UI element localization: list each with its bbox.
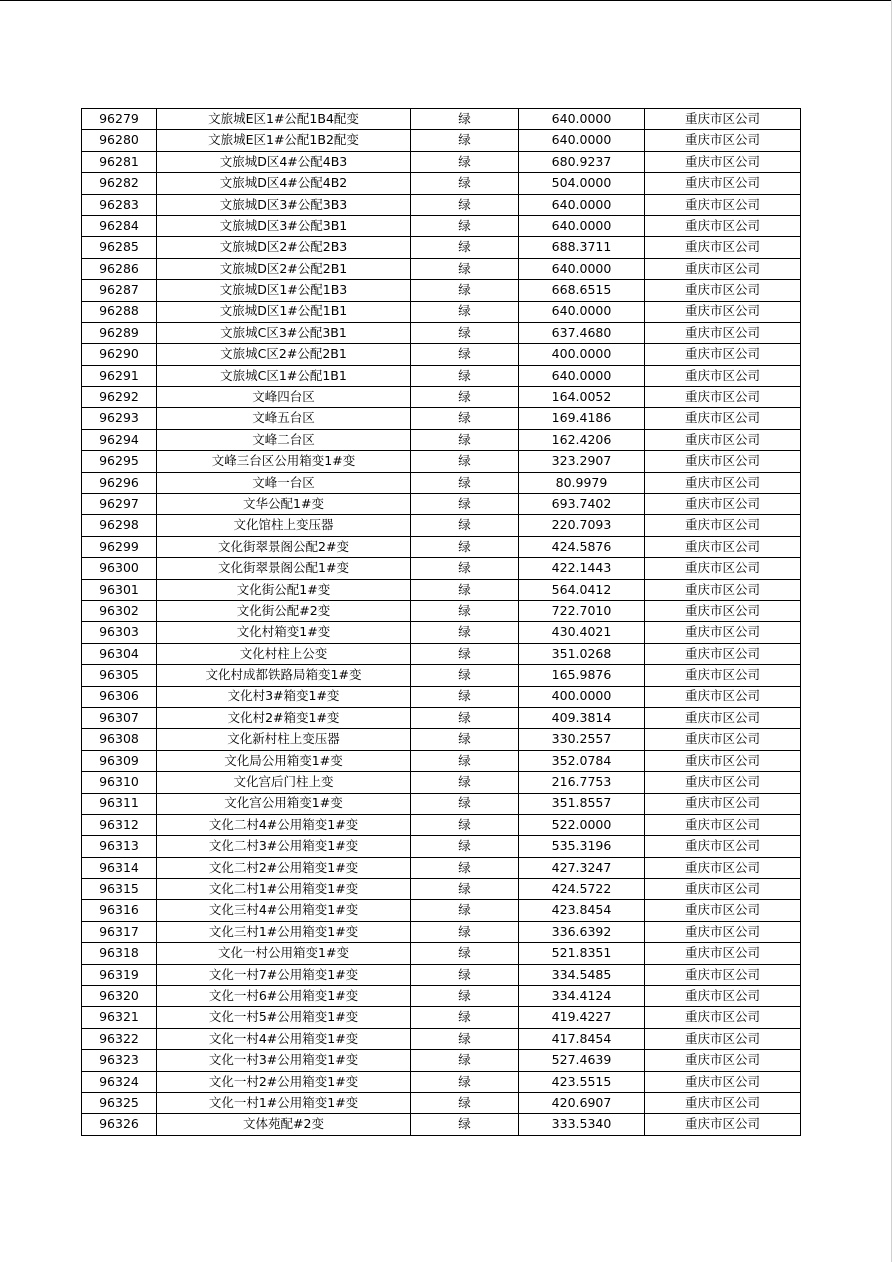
company-cell: 重庆市区公司	[645, 109, 801, 130]
transformer-name-cell: 文化街公配#2变	[157, 600, 411, 621]
capacity-value-cell: 169.4186	[519, 408, 645, 429]
table-row	[82, 665, 801, 686]
row-id-cell: 96318	[82, 943, 157, 964]
table-row	[82, 301, 801, 322]
row-id-cell: 96324	[82, 1071, 157, 1092]
company-cell: 重庆市区公司	[645, 750, 801, 771]
status-color-cell: 绿	[411, 622, 519, 643]
transformer-name-cell: 文旅城D区2#公配2B3	[157, 237, 411, 258]
company-cell: 重庆市区公司	[645, 943, 801, 964]
company-cell: 重庆市区公司	[645, 322, 801, 343]
company-cell: 重庆市区公司	[645, 1050, 801, 1071]
capacity-value-cell: 722.7010	[519, 600, 645, 621]
company-cell: 重庆市区公司	[645, 964, 801, 985]
capacity-value-cell: 422.1443	[519, 558, 645, 579]
row-id-cell: 96303	[82, 622, 157, 643]
table-row	[82, 750, 801, 771]
table-row	[82, 194, 801, 215]
row-id-cell: 96296	[82, 472, 157, 493]
company-cell: 重庆市区公司	[645, 258, 801, 279]
row-id-cell: 96294	[82, 429, 157, 450]
row-id-cell: 96317	[82, 921, 157, 942]
transformer-name-cell: 文化一村4#公用箱变1#变	[157, 1028, 411, 1049]
status-color-cell: 绿	[411, 879, 519, 900]
transformer-name-cell: 文化二村2#公用箱变1#变	[157, 857, 411, 878]
table-row	[82, 814, 801, 835]
data-table	[81, 108, 801, 1136]
capacity-value-cell: 423.5515	[519, 1071, 645, 1092]
row-id-cell: 96286	[82, 258, 157, 279]
table-row	[82, 558, 801, 579]
company-cell: 重庆市区公司	[645, 921, 801, 942]
company-cell: 重庆市区公司	[645, 1114, 801, 1135]
transformer-name-cell: 文旅城D区1#公配1B3	[157, 280, 411, 301]
capacity-value-cell: 640.0000	[519, 194, 645, 215]
table-row	[82, 900, 801, 921]
status-color-cell: 绿	[411, 750, 519, 771]
row-id-cell: 96315	[82, 879, 157, 900]
status-color-cell: 绿	[411, 836, 519, 857]
company-cell: 重庆市区公司	[645, 365, 801, 386]
status-color-cell: 绿	[411, 921, 519, 942]
table-row	[82, 1071, 801, 1092]
table-row	[82, 344, 801, 365]
table-row	[82, 515, 801, 536]
table-row	[82, 921, 801, 942]
company-cell: 重庆市区公司	[645, 387, 801, 408]
capacity-value-cell: 564.0412	[519, 579, 645, 600]
capacity-value-cell: 688.3711	[519, 237, 645, 258]
company-cell: 重庆市区公司	[645, 665, 801, 686]
table-row	[82, 857, 801, 878]
capacity-value-cell: 640.0000	[519, 130, 645, 151]
transformer-name-cell: 文体苑配#2变	[157, 1114, 411, 1135]
table-row	[82, 643, 801, 664]
table-row	[82, 836, 801, 857]
status-color-cell: 绿	[411, 665, 519, 686]
table-row	[82, 280, 801, 301]
status-color-cell: 绿	[411, 322, 519, 343]
capacity-value-cell: 424.5876	[519, 536, 645, 557]
status-color-cell: 绿	[411, 943, 519, 964]
company-cell: 重庆市区公司	[645, 130, 801, 151]
status-color-cell: 绿	[411, 900, 519, 921]
table-row	[82, 986, 801, 1007]
transformer-name-cell: 文化村2#箱变1#变	[157, 707, 411, 728]
capacity-value-cell: 640.0000	[519, 365, 645, 386]
status-color-cell: 绿	[411, 344, 519, 365]
status-color-cell: 绿	[411, 109, 519, 130]
company-cell: 重庆市区公司	[645, 1092, 801, 1113]
company-cell: 重庆市区公司	[645, 515, 801, 536]
transformer-name-cell: 文旅城E区1#公配1B4配变	[157, 109, 411, 130]
table-row	[82, 686, 801, 707]
table-row	[82, 494, 801, 515]
company-cell: 重庆市区公司	[645, 301, 801, 322]
company-cell: 重庆市区公司	[645, 280, 801, 301]
capacity-value-cell: 504.0000	[519, 173, 645, 194]
status-color-cell: 绿	[411, 1071, 519, 1092]
table-row	[82, 1114, 801, 1135]
status-color-cell: 绿	[411, 536, 519, 557]
table-row	[82, 387, 801, 408]
status-color-cell: 绿	[411, 215, 519, 236]
transformer-name-cell: 文化馆柱上变压器	[157, 515, 411, 536]
transformer-name-cell: 文化一村7#公用箱变1#变	[157, 964, 411, 985]
row-id-cell: 96313	[82, 836, 157, 857]
status-color-cell: 绿	[411, 964, 519, 985]
transformer-name-cell: 文化村成都铁路局箱变1#变	[157, 665, 411, 686]
transformer-name-cell: 文化一村2#公用箱变1#变	[157, 1071, 411, 1092]
capacity-value-cell: 164.0052	[519, 387, 645, 408]
capacity-value-cell: 427.3247	[519, 857, 645, 878]
company-cell: 重庆市区公司	[645, 408, 801, 429]
row-id-cell: 96295	[82, 451, 157, 472]
table-row	[82, 579, 801, 600]
transformer-name-cell: 文化三村4#公用箱变1#变	[157, 900, 411, 921]
row-id-cell: 96326	[82, 1114, 157, 1135]
row-id-cell: 96292	[82, 387, 157, 408]
transformer-name-cell: 文华公配1#变	[157, 494, 411, 515]
company-cell: 重庆市区公司	[645, 536, 801, 557]
table-row	[82, 622, 801, 643]
row-id-cell: 96325	[82, 1092, 157, 1113]
row-id-cell: 96319	[82, 964, 157, 985]
table-row	[82, 964, 801, 985]
table-row	[82, 793, 801, 814]
table-row	[82, 408, 801, 429]
capacity-value-cell: 535.3196	[519, 836, 645, 857]
capacity-value-cell: 400.0000	[519, 344, 645, 365]
company-cell: 重庆市区公司	[645, 686, 801, 707]
transformer-name-cell: 文化宫后门柱上变	[157, 772, 411, 793]
status-color-cell: 绿	[411, 408, 519, 429]
status-color-cell: 绿	[411, 151, 519, 172]
company-cell: 重庆市区公司	[645, 1007, 801, 1028]
capacity-value-cell: 400.0000	[519, 686, 645, 707]
transformer-name-cell: 文旅城D区4#公配4B2	[157, 173, 411, 194]
transformer-name-cell: 文化局公用箱变1#变	[157, 750, 411, 771]
row-id-cell: 96288	[82, 301, 157, 322]
row-id-cell: 96291	[82, 365, 157, 386]
capacity-value-cell: 640.0000	[519, 109, 645, 130]
row-id-cell: 96297	[82, 494, 157, 515]
company-cell: 重庆市区公司	[645, 1028, 801, 1049]
transformer-name-cell: 文化二村1#公用箱变1#变	[157, 879, 411, 900]
row-id-cell: 96316	[82, 900, 157, 921]
transformer-name-cell: 文旅城D区2#公配2B1	[157, 258, 411, 279]
status-color-cell: 绿	[411, 387, 519, 408]
status-color-cell: 绿	[411, 451, 519, 472]
company-cell: 重庆市区公司	[645, 643, 801, 664]
company-cell: 重庆市区公司	[645, 622, 801, 643]
status-color-cell: 绿	[411, 494, 519, 515]
row-id-cell: 96300	[82, 558, 157, 579]
row-id-cell: 96289	[82, 322, 157, 343]
table-row	[82, 173, 801, 194]
row-id-cell: 96306	[82, 686, 157, 707]
company-cell: 重庆市区公司	[645, 814, 801, 835]
row-id-cell: 96314	[82, 857, 157, 878]
table-row	[82, 1028, 801, 1049]
row-id-cell: 96322	[82, 1028, 157, 1049]
transformer-name-cell: 文化三村1#公用箱变1#变	[157, 921, 411, 942]
company-cell: 重庆市区公司	[645, 879, 801, 900]
transformer-name-cell: 文化村3#箱变1#变	[157, 686, 411, 707]
company-cell: 重庆市区公司	[645, 772, 801, 793]
transformer-name-cell: 文化村箱变1#变	[157, 622, 411, 643]
capacity-value-cell: 640.0000	[519, 301, 645, 322]
status-color-cell: 绿	[411, 365, 519, 386]
capacity-value-cell: 668.6515	[519, 280, 645, 301]
table-row	[82, 151, 801, 172]
status-color-cell: 绿	[411, 237, 519, 258]
transformer-name-cell: 文峰一台区	[157, 472, 411, 493]
row-id-cell: 96305	[82, 665, 157, 686]
capacity-value-cell: 220.7093	[519, 515, 645, 536]
capacity-value-cell: 165.9876	[519, 665, 645, 686]
capacity-value-cell: 423.8454	[519, 900, 645, 921]
status-color-cell: 绿	[411, 1092, 519, 1113]
capacity-value-cell: 336.6392	[519, 921, 645, 942]
transformer-name-cell: 文峰三台区公用箱变1#变	[157, 451, 411, 472]
status-color-cell: 绿	[411, 600, 519, 621]
company-cell: 重庆市区公司	[645, 558, 801, 579]
transformer-name-cell: 文化一村6#公用箱变1#变	[157, 986, 411, 1007]
row-id-cell: 96307	[82, 707, 157, 728]
table-row	[82, 600, 801, 621]
table-row	[82, 215, 801, 236]
capacity-value-cell: 323.2907	[519, 451, 645, 472]
status-color-cell: 绿	[411, 130, 519, 151]
transformer-name-cell: 文化一村5#公用箱变1#变	[157, 1007, 411, 1028]
capacity-value-cell: 351.0268	[519, 643, 645, 664]
company-cell: 重庆市区公司	[645, 986, 801, 1007]
status-color-cell: 绿	[411, 729, 519, 750]
transformer-name-cell: 文化新村柱上变压器	[157, 729, 411, 750]
status-color-cell: 绿	[411, 258, 519, 279]
capacity-value-cell: 216.7753	[519, 772, 645, 793]
status-color-cell: 绿	[411, 558, 519, 579]
transformer-name-cell: 文化街翠景阁公配2#变	[157, 536, 411, 557]
transformer-name-cell: 文化二村3#公用箱变1#变	[157, 836, 411, 857]
status-color-cell: 绿	[411, 1007, 519, 1028]
transformer-name-cell: 文峰五台区	[157, 408, 411, 429]
status-color-cell: 绿	[411, 515, 519, 536]
capacity-value-cell: 334.4124	[519, 986, 645, 1007]
row-id-cell: 96282	[82, 173, 157, 194]
row-id-cell: 96299	[82, 536, 157, 557]
status-color-cell: 绿	[411, 301, 519, 322]
row-id-cell: 96301	[82, 579, 157, 600]
capacity-value-cell: 637.4680	[519, 322, 645, 343]
table-row	[82, 365, 801, 386]
company-cell: 重庆市区公司	[645, 793, 801, 814]
company-cell: 重庆市区公司	[645, 215, 801, 236]
capacity-value-cell: 417.8454	[519, 1028, 645, 1049]
capacity-value-cell: 334.5485	[519, 964, 645, 985]
table-row	[82, 237, 801, 258]
row-id-cell: 96290	[82, 344, 157, 365]
status-color-cell: 绿	[411, 194, 519, 215]
row-id-cell: 96285	[82, 237, 157, 258]
row-id-cell: 96281	[82, 151, 157, 172]
table-row	[82, 879, 801, 900]
capacity-value-cell: 522.0000	[519, 814, 645, 835]
company-cell: 重庆市区公司	[645, 1071, 801, 1092]
row-id-cell: 96279	[82, 109, 157, 130]
row-id-cell: 96284	[82, 215, 157, 236]
status-color-cell: 绿	[411, 986, 519, 1007]
row-id-cell: 96311	[82, 793, 157, 814]
transformer-name-cell: 文旅城D区3#公配3B1	[157, 215, 411, 236]
table-row	[82, 472, 801, 493]
table-row	[82, 1092, 801, 1113]
status-color-cell: 绿	[411, 857, 519, 878]
row-id-cell: 96308	[82, 729, 157, 750]
row-id-cell: 96312	[82, 814, 157, 835]
capacity-value-cell: 419.4227	[519, 1007, 645, 1028]
transformer-name-cell: 文旅城E区1#公配1B2配变	[157, 130, 411, 151]
capacity-value-cell: 680.9237	[519, 151, 645, 172]
company-cell: 重庆市区公司	[645, 494, 801, 515]
capacity-value-cell: 333.5340	[519, 1114, 645, 1135]
capacity-value-cell: 352.0784	[519, 750, 645, 771]
table-row	[82, 322, 801, 343]
status-color-cell: 绿	[411, 472, 519, 493]
company-cell: 重庆市区公司	[645, 429, 801, 450]
table-row	[82, 707, 801, 728]
row-id-cell: 96304	[82, 643, 157, 664]
company-cell: 重庆市区公司	[645, 836, 801, 857]
row-id-cell: 96310	[82, 772, 157, 793]
status-color-cell: 绿	[411, 814, 519, 835]
capacity-value-cell: 420.6907	[519, 1092, 645, 1113]
table-body	[82, 109, 801, 1136]
transformer-name-cell: 文化一村1#公用箱变1#变	[157, 1092, 411, 1113]
table-row	[82, 772, 801, 793]
status-color-cell: 绿	[411, 1050, 519, 1071]
transformer-name-cell: 文旅城D区3#公配3B3	[157, 194, 411, 215]
capacity-value-cell: 424.5722	[519, 879, 645, 900]
company-cell: 重庆市区公司	[645, 900, 801, 921]
row-id-cell: 96323	[82, 1050, 157, 1071]
table-row	[82, 429, 801, 450]
company-cell: 重庆市区公司	[645, 579, 801, 600]
row-id-cell: 96287	[82, 280, 157, 301]
company-cell: 重庆市区公司	[645, 194, 801, 215]
row-id-cell: 96302	[82, 600, 157, 621]
transformer-name-cell: 文化街公配1#变	[157, 579, 411, 600]
status-color-cell: 绿	[411, 707, 519, 728]
status-color-cell: 绿	[411, 793, 519, 814]
status-color-cell: 绿	[411, 579, 519, 600]
status-color-cell: 绿	[411, 429, 519, 450]
transformer-name-cell: 文旅城D区1#公配1B1	[157, 301, 411, 322]
company-cell: 重庆市区公司	[645, 729, 801, 750]
transformer-name-cell: 文化一村3#公用箱变1#变	[157, 1050, 411, 1071]
table-row	[82, 451, 801, 472]
table-row	[82, 1050, 801, 1071]
transformer-name-cell: 文峰二台区	[157, 429, 411, 450]
company-cell: 重庆市区公司	[645, 344, 801, 365]
company-cell: 重庆市区公司	[645, 451, 801, 472]
transformer-name-cell: 文化宫公用箱变1#变	[157, 793, 411, 814]
capacity-value-cell: 693.7402	[519, 494, 645, 515]
row-id-cell: 96298	[82, 515, 157, 536]
capacity-value-cell: 162.4206	[519, 429, 645, 450]
capacity-value-cell: 430.4021	[519, 622, 645, 643]
table-row	[82, 1007, 801, 1028]
table-row	[82, 130, 801, 151]
table-row	[82, 536, 801, 557]
company-cell: 重庆市区公司	[645, 173, 801, 194]
row-id-cell: 96320	[82, 986, 157, 1007]
table-row	[82, 109, 801, 130]
transformer-name-cell: 文化街翠景阁公配1#变	[157, 558, 411, 579]
company-cell: 重庆市区公司	[645, 600, 801, 621]
transformer-name-cell: 文化二村4#公用箱变1#变	[157, 814, 411, 835]
status-color-cell: 绿	[411, 1028, 519, 1049]
status-color-cell: 绿	[411, 772, 519, 793]
table-row	[82, 729, 801, 750]
transformer-name-cell: 文化村柱上公变	[157, 643, 411, 664]
transformer-name-cell: 文旅城D区4#公配4B3	[157, 151, 411, 172]
capacity-value-cell: 409.3814	[519, 707, 645, 728]
capacity-value-cell: 351.8557	[519, 793, 645, 814]
capacity-value-cell: 640.0000	[519, 258, 645, 279]
table-row	[82, 943, 801, 964]
status-color-cell: 绿	[411, 686, 519, 707]
capacity-value-cell: 330.2557	[519, 729, 645, 750]
row-id-cell: 96293	[82, 408, 157, 429]
company-cell: 重庆市区公司	[645, 472, 801, 493]
transformer-name-cell: 文旅城C区3#公配3B1	[157, 322, 411, 343]
capacity-value-cell: 640.0000	[519, 215, 645, 236]
company-cell: 重庆市区公司	[645, 237, 801, 258]
row-id-cell: 96280	[82, 130, 157, 151]
status-color-cell: 绿	[411, 643, 519, 664]
table-row	[82, 258, 801, 279]
row-id-cell: 96283	[82, 194, 157, 215]
page-top-border	[0, 0, 892, 1]
transformer-name-cell: 文峰四台区	[157, 387, 411, 408]
company-cell: 重庆市区公司	[645, 857, 801, 878]
status-color-cell: 绿	[411, 1114, 519, 1135]
row-id-cell: 96321	[82, 1007, 157, 1028]
company-cell: 重庆市区公司	[645, 151, 801, 172]
capacity-value-cell: 521.8351	[519, 943, 645, 964]
company-cell: 重庆市区公司	[645, 707, 801, 728]
row-id-cell: 96309	[82, 750, 157, 771]
capacity-value-cell: 80.9979	[519, 472, 645, 493]
status-color-cell: 绿	[411, 173, 519, 194]
capacity-value-cell: 527.4639	[519, 1050, 645, 1071]
status-color-cell: 绿	[411, 280, 519, 301]
transformer-name-cell: 文旅城C区1#公配1B1	[157, 365, 411, 386]
transformer-name-cell: 文旅城C区2#公配2B1	[157, 344, 411, 365]
transformer-name-cell: 文化一村公用箱变1#变	[157, 943, 411, 964]
